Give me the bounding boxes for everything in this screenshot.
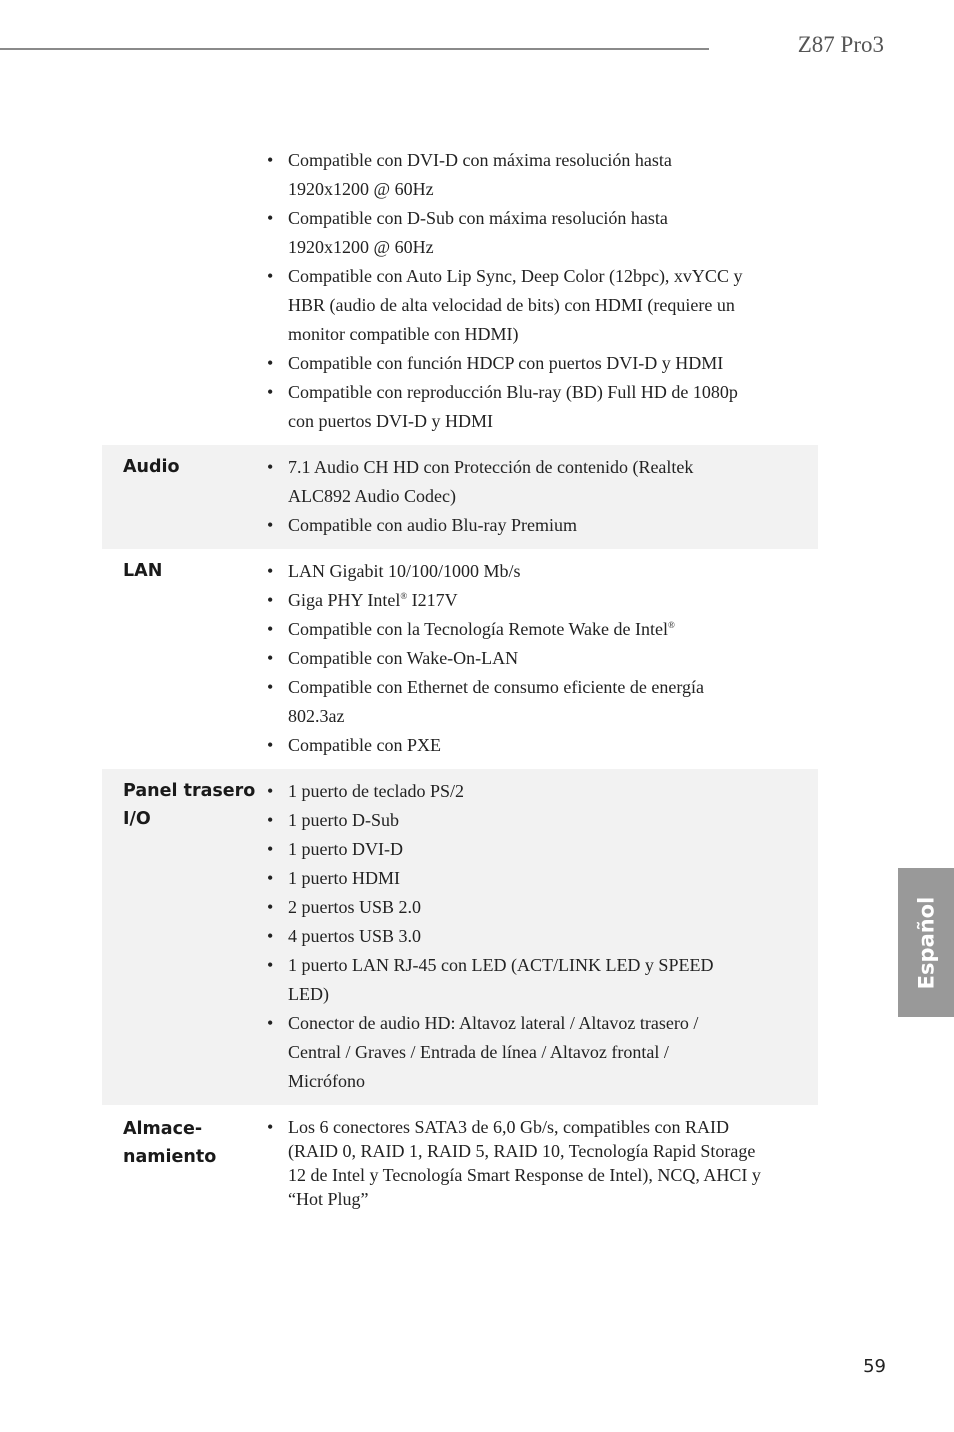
storage-row — [102, 1105, 818, 1211]
rear-io-row — [102, 769, 818, 1105]
list-item: • 1 puerto DVI-D — [264, 835, 734, 864]
graphics-label — [102, 146, 264, 436]
list-item: • Compatible con D-Sub con máxima resolución hasta 1920x1200 @ 60Hz — [264, 204, 754, 262]
list-item: • 1 puerto de teclado PS/2 — [264, 777, 734, 806]
rear-io-list — [264, 777, 734, 1096]
list-item: • Compatible con reproducción Blu-ray (BD) Full HD de 1080p con puertos DVI-D y HDMI — [264, 378, 754, 436]
list-item: • LAN Gigabit 10/100/1000 Mb/s — [264, 557, 744, 586]
rear-io-label — [102, 777, 264, 1096]
list-item: • Compatible con Ethernet de consumo eficiente de energía 802.3az — [264, 673, 744, 731]
list-item: • 2 puertos USB 2.0 — [264, 893, 734, 922]
lan-label: LAN — [123, 561, 163, 581]
list-item: • Compatible con PXE — [264, 731, 744, 760]
storage-label-line1: Almace- — [123, 1119, 203, 1139]
list-item: • 1 puerto LAN RJ-45 con LED (ACT/LINK LED y SPEED LED) — [264, 951, 734, 1009]
model-name: Z87 Pro3 — [797, 32, 884, 57]
list-item: • Conector de audio HD: Altavoz lateral / Altavoz trasero / Central / Graves / Entrada de línea / Altavoz frontal / Micrófono — [264, 1009, 734, 1096]
header-rule — [0, 48, 709, 50]
lan-row — [102, 549, 818, 769]
language-tab[interactable] — [898, 868, 954, 1017]
audio-row — [102, 445, 818, 549]
graphics-list — [264, 146, 754, 436]
list-item: • Compatible con Wake-On-LAN — [264, 644, 744, 673]
phy-suffix: I217V — [407, 590, 458, 610]
list-item: • Compatible con Auto Lip Sync, Deep Color (12bpc), xvYCC y HBR (audio de alta velocidad de bits) con HDMI (requiere un monitor compatible con HDMI) — [264, 262, 754, 349]
storage-label — [102, 1115, 264, 1211]
list-item: • 1 puerto HDMI — [264, 864, 734, 893]
list-item — [264, 586, 744, 615]
list-item: • Compatible con función HDCP con puertos DVI-D y HDMI — [264, 349, 754, 378]
language-tab-label: Español — [914, 896, 938, 989]
rear-io-label-line2: I/O — [123, 809, 151, 829]
storage-list — [264, 1115, 774, 1211]
list-item: • Compatible con audio Blu-ray Premium — [264, 511, 734, 540]
spec-table — [102, 146, 818, 1211]
audio-label: Audio — [123, 457, 180, 477]
list-item — [264, 615, 744, 644]
list-item: • 4 puertos USB 3.0 — [264, 922, 734, 951]
graphics-continued-row — [102, 146, 818, 445]
phy-prefix: Giga PHY Intel — [288, 590, 401, 610]
page-number: 59 — [863, 1356, 886, 1377]
storage-label-line2: namiento — [123, 1147, 217, 1167]
list-item: • Los 6 conectores SATA3 de 6,0 Gb/s, compatibles con RAID (RAID 0, RAID 1, RAID 5, RAID 10, Tecnología Rapid Storage 12 de Intel y Tecnología Smart Response de Intel), NCQ, AHCI y “Hot Plug” — [264, 1115, 774, 1211]
registered-mark: ® — [400, 591, 408, 601]
audio-list — [264, 453, 734, 540]
lan-list — [264, 557, 744, 760]
registered-mark: ® — [668, 620, 675, 630]
remote-wake-text: Compatible con la Tecnología Remote Wake de Intel — [288, 619, 669, 639]
list-item: • 7.1 Audio CH HD con Protección de contenido (Realtek ALC892 Audio Codec) — [264, 453, 734, 511]
rear-io-label-line1: Panel trasero — [123, 781, 256, 801]
list-item: • Compatible con DVI-D con máxima resolución hasta 1920x1200 @ 60Hz — [264, 146, 754, 204]
list-item: • 1 puerto D-Sub — [264, 806, 734, 835]
